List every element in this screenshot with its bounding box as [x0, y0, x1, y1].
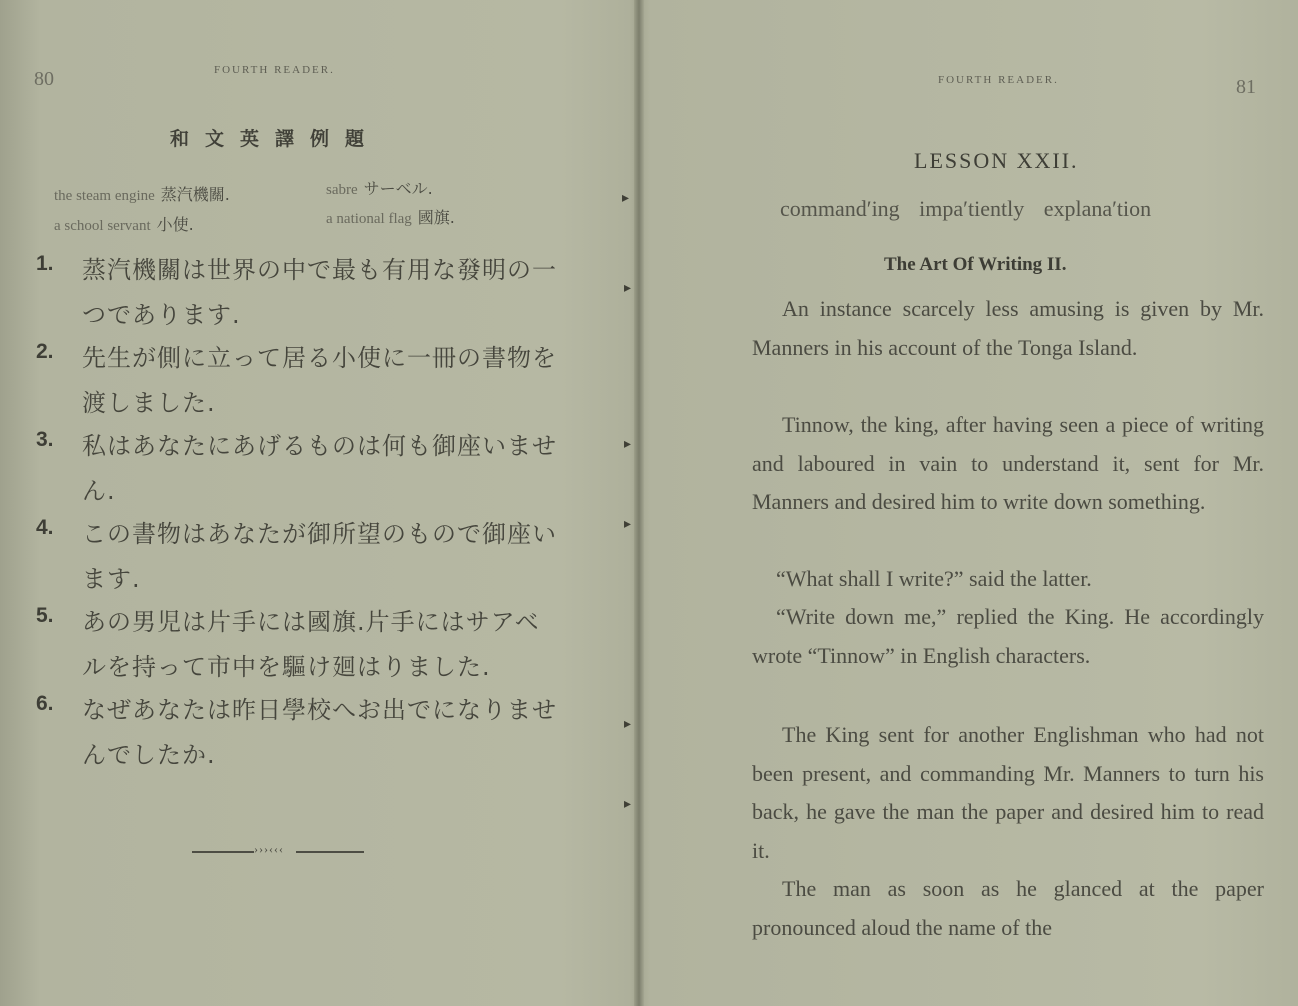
vocab-entry	[326, 176, 433, 199]
vocab-english: a school servant	[54, 218, 151, 234]
exercise-text: 先生が側に立って居る小使に一冊の書物を渡しました.	[82, 344, 557, 417]
vocab-japanese: サーベル.	[363, 179, 433, 198]
vocab-entry	[54, 212, 194, 235]
exercise-number: 2.	[36, 340, 54, 363]
running-head: FOURTH READER.	[938, 74, 1059, 86]
exercise-text: この書物はあなたが御所望のもので御座います.	[82, 520, 557, 593]
binding-stitch: ▸	[624, 797, 632, 812]
paragraph: Tinnow, the king, after having seen a piece of writing and laboured in vain to understand it, sent for Mr. Manners and desired him to write down something.	[752, 412, 1264, 514]
paragraph: “What shall I write?” said the latter.	[776, 566, 1092, 591]
vocab-english: a national flag	[326, 211, 412, 227]
vocab-japanese: 蒸汽機關.	[160, 185, 230, 204]
paragraph: An instance scarcely less amusing is given by Mr. Manners in his account of the Tonga Island.	[752, 296, 1264, 360]
ornament-mark: ›››‹‹‹	[254, 842, 284, 856]
book-gutter	[634, 0, 644, 1006]
paragraph: “Write down me,” replied the King. He accordingly wrote “Tinnow” in English characters.	[752, 604, 1264, 668]
binding-stitch: ▸	[624, 281, 632, 296]
exercise-text: 私はあなたにあげるものは何も御座いません.	[82, 432, 557, 505]
binding-stitch: ▸	[624, 717, 632, 732]
exercise-text: 蒸汽機關は世界の中で最も有用な發明の一つであります.	[82, 256, 557, 329]
exercise-number: 6.	[36, 692, 54, 715]
right-page	[644, 0, 1298, 1006]
paragraph: The man as soon as he glanced at the paper pronounced aloud the name of the	[752, 876, 1264, 940]
left-page	[0, 0, 634, 1006]
vocab-entry	[54, 182, 230, 205]
binding-stitch: ▸	[624, 437, 632, 452]
exercise-number: 4.	[36, 516, 54, 539]
vocab-english: sabre	[326, 182, 358, 198]
paragraph: The King sent for another Englishman who had not been present, and commanding Mr. Manners to turn his back, he gave the man the paper and desired him to read it.	[752, 722, 1264, 863]
vocab-line: command′ing impa′tiently explana′tion	[780, 196, 1152, 221]
exercise-number: 5.	[36, 604, 54, 627]
article-title: The Art Of Writing II.	[884, 254, 1067, 275]
exercise-number: 3.	[36, 428, 54, 451]
page-number: 80	[34, 68, 54, 90]
ornament-rule	[192, 851, 254, 853]
exercise-text: なぜあなたは昨日學校へお出でになりませんでしたか.	[82, 696, 557, 769]
exercise-text: あの男児は片手には國旗.片手にはサアベルを持って市中を驅け廻はりました.	[82, 608, 540, 681]
lesson-heading: LESSON XXII.	[914, 148, 1079, 173]
running-head: FOURTH READER.	[214, 64, 335, 76]
section-ornament	[192, 842, 364, 862]
exercise-title: 和文英譯例題	[170, 128, 381, 150]
vocab-japanese: 小使.	[156, 215, 194, 234]
ornament-rule	[296, 851, 364, 853]
vocab-japanese: 國旗.	[417, 208, 455, 227]
vocab-entry	[326, 205, 455, 228]
binding-stitch: ▸	[622, 191, 630, 206]
page-number: 81	[1236, 76, 1256, 98]
binding-stitch: ▸	[624, 517, 632, 532]
exercise-number: 1.	[36, 252, 54, 275]
vocab-english: the steam engine	[54, 188, 155, 204]
